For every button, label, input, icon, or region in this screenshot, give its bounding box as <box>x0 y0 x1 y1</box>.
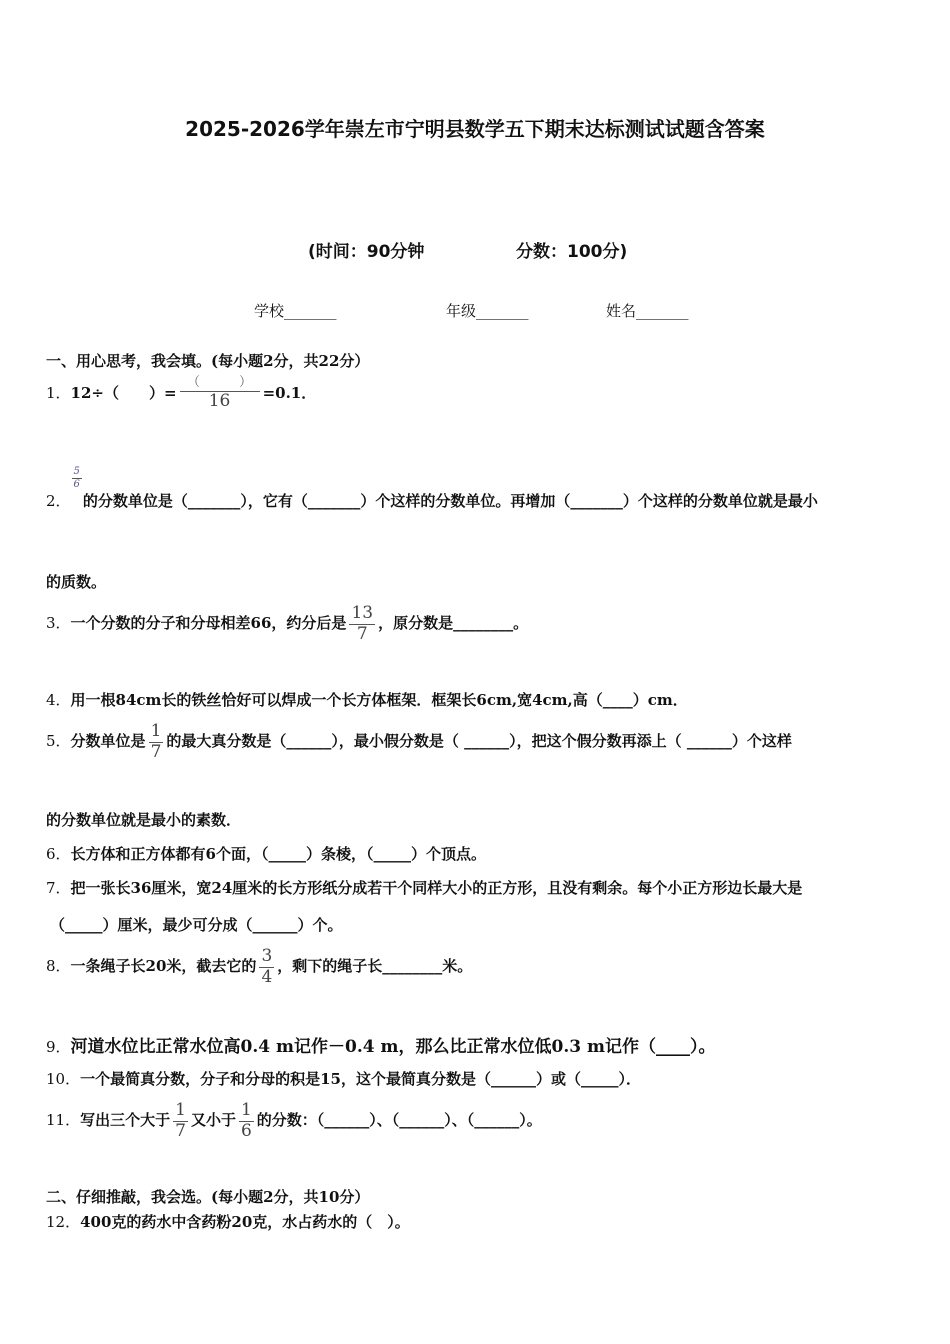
question-text: ，剩下的绳子长________米。 <box>277 957 473 976</box>
numerator: （ ） <box>180 376 260 392</box>
question-number: 5． <box>46 732 71 751</box>
question-7-continued: （_____）厘米，最少可分成（______）个。 <box>50 916 343 934</box>
question-text: 用一根84cm长的铁丝恰好可以焊成一个长方体框架．框架长6cm,宽4cm,高（____）cm． <box>70 691 688 709</box>
question-number: 6． <box>46 845 71 863</box>
question-number: 2． <box>46 492 71 510</box>
question-9 <box>46 1032 716 1057</box>
denominator: 7 <box>150 741 162 762</box>
question-number: 12． <box>46 1213 81 1231</box>
question-12 <box>46 1211 410 1232</box>
fraction <box>180 376 260 411</box>
denominator: 6 <box>73 478 80 490</box>
denominator: 7 <box>175 1120 186 1141</box>
section-heading-1: 一、用心思考，我会填。(每小题2分，共22分） <box>46 352 370 370</box>
question-text: 河道水位比正常水位高0.4 m记作－0.4 m，那么比正常水位低0.3 m记作（____）。 <box>70 1037 716 1057</box>
fraction <box>239 1101 254 1141</box>
question-text: =0.1． <box>262 383 317 402</box>
question-10 <box>46 1068 641 1089</box>
question-7 <box>46 877 802 898</box>
question-text: 的最大真分数是（______），最小假分数是（ ______），把这个假分数再添上（ ______）个这样 <box>166 732 792 751</box>
page-title: 2025-2026学年崇左市宁明县数学五下期末达标测试试题含答案 <box>185 117 765 141</box>
question-number: 3． <box>46 614 71 633</box>
denominator: 6 <box>240 1120 252 1141</box>
grade-field: 年级_______ <box>446 302 529 320</box>
fraction <box>349 604 375 644</box>
question-number: 11． <box>46 1111 81 1130</box>
question-text: 长方体和正方体都有6个面，（_____）条棱，（_____）个顶点。 <box>70 845 486 863</box>
question-5-continued: 的分数单位就是最小的素数． <box>46 811 242 829</box>
question-text: 的分数：（______）、（______）、（______）。 <box>256 1111 542 1130</box>
question-number: 10． <box>46 1070 81 1088</box>
question-text: 一个分数的分子和分母相差66，约分后是 <box>70 614 347 633</box>
fraction <box>149 722 164 762</box>
question-11 <box>46 1101 542 1141</box>
question-2-continued: 的质数。 <box>46 573 107 591</box>
question-6 <box>46 843 486 864</box>
name-field: 姓名_______ <box>606 302 689 320</box>
question-text: 400克的药水中含药粉20克，水占药水的（ ）。 <box>80 1213 410 1231</box>
question-text: 的分数单位是（_______），它有（_______）个这样的分数单位。再增加（_______）个这样的分数单位就是最小 <box>82 492 818 510</box>
question-4 <box>46 689 688 710</box>
question-1 <box>46 376 316 411</box>
denominator: 16 <box>208 390 231 411</box>
fraction <box>173 1101 188 1141</box>
numerator: 1 <box>240 1100 252 1120</box>
question-text: 一个最简真分数，分子和分母的积是15，这个最简真分数是（______）或（_____）． <box>80 1070 641 1088</box>
question-text: 一条绳子长20米，截去它的 <box>70 957 257 976</box>
fraction <box>259 947 274 987</box>
exam-time: (时间：90分钟 <box>308 242 425 262</box>
numerator: 5 <box>73 466 80 477</box>
school-field: 学校_______ <box>254 302 337 320</box>
question-number: 9． <box>46 1038 71 1056</box>
question-text: 又小于 <box>190 1111 236 1130</box>
numerator: 13 <box>351 603 374 623</box>
exam-score: 分数：100分) <box>516 242 628 262</box>
numerator: 3 <box>261 946 273 966</box>
question-text: 12÷（ ）= <box>70 383 177 402</box>
numerator: 1 <box>150 721 162 741</box>
question-text: 分数单位是 <box>70 732 146 751</box>
question-number: 8． <box>46 957 71 976</box>
numerator: 1 <box>175 1100 186 1120</box>
question-text: 写出三个大于 <box>80 1111 171 1130</box>
fraction <box>72 466 82 490</box>
question-8 <box>46 947 472 987</box>
question-5 <box>46 722 792 762</box>
question-2 <box>46 466 818 511</box>
question-number: 1． <box>46 383 71 402</box>
question-3 <box>46 604 528 644</box>
question-text: 把一张长36厘米，宽24厘米的长方形纸分成若干个同样大小的正方形，且没有剩余。每个小正方形边长最大是 <box>70 879 803 897</box>
section-heading-2: 二、仔细推敲，我会选。(每小题2分，共10分） <box>46 1188 370 1206</box>
question-number: 4． <box>46 691 71 709</box>
question-text: ，原分数是________。 <box>378 614 529 633</box>
denominator: 4 <box>261 966 273 987</box>
question-number: 7． <box>46 879 71 897</box>
denominator: 7 <box>356 623 368 644</box>
